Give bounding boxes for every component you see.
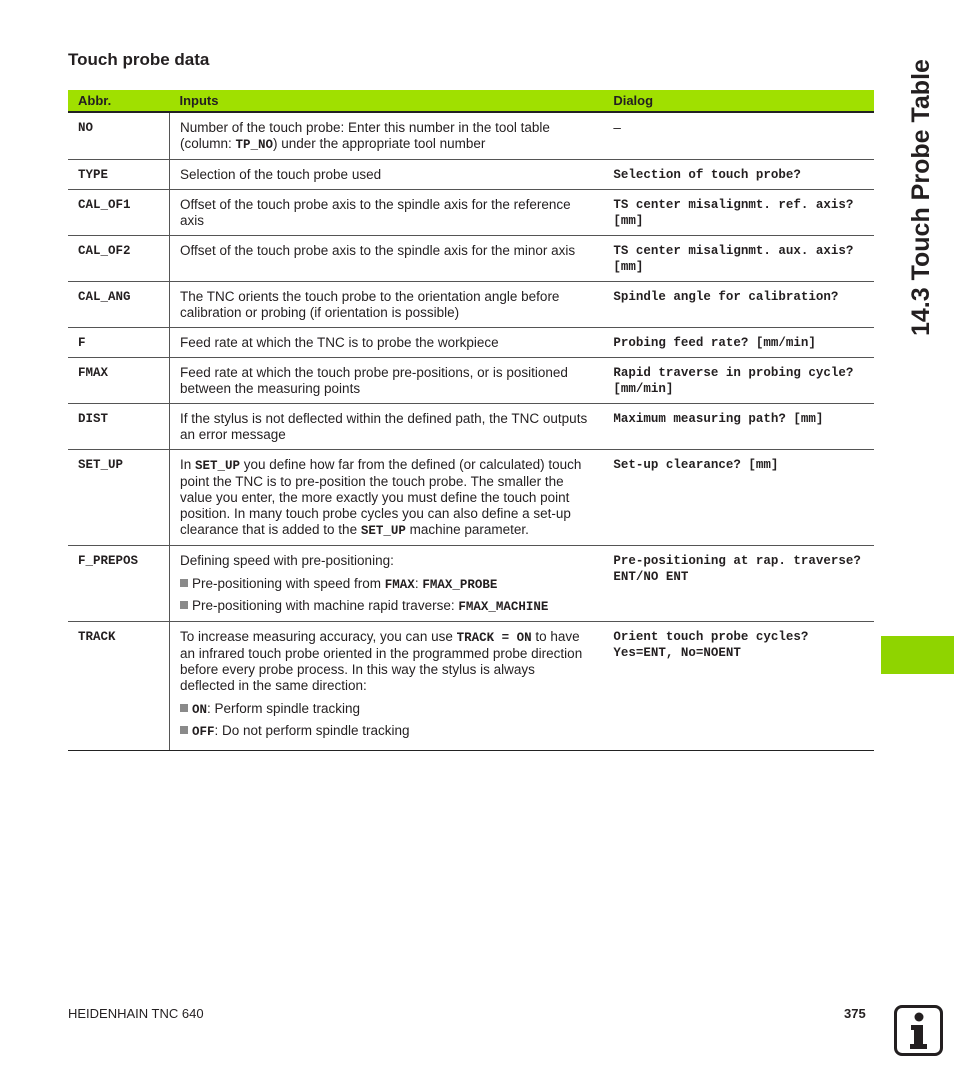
table-row — [68, 450, 874, 546]
table-row — [68, 328, 874, 358]
input-code: SET_UP — [194, 459, 240, 473]
row-input: Feed rate at which the TNC is to probe the workpiece — [169, 328, 603, 358]
table-header-row — [68, 90, 874, 112]
row-abbr: DIST — [68, 404, 169, 450]
input-text: you define how far from the defined (or calculated) touch point the TNC is to pre-position the touch probe. The smaller the value you enter, the more exactly you must define the touch point position. In many touch probe cycles you can also define a set-up clearance that is added to the — [179, 457, 582, 537]
square-bullet-icon — [180, 704, 188, 712]
square-bullet-icon — [180, 726, 188, 734]
row-dialog: TS center misalignmt. aux. axis? [mm] — [603, 236, 874, 282]
square-bullet-icon — [180, 579, 188, 587]
list-item — [180, 701, 593, 718]
row-abbr: CAL_OF1 — [68, 190, 169, 236]
input-text: ) under the appropriate tool number — [273, 136, 486, 151]
header-inputs: Inputs — [169, 90, 603, 112]
bullet-text: Pre-positioning with speed from — [191, 576, 385, 591]
touch-probe-table — [68, 90, 874, 751]
row-dialog: Orient touch probe cycles? Yes=ENT, No=NOENT — [603, 622, 874, 751]
input-text: Defining speed with pre-positioning: — [179, 553, 394, 568]
bullet-text: Pre-positioning with machine rapid traverse: — [191, 598, 459, 613]
row-input — [169, 546, 603, 622]
row-input: The TNC orients the touch probe to the orientation angle before calibration or probing (if orientation is possible) — [169, 282, 603, 328]
row-input — [169, 450, 603, 546]
table-row — [68, 282, 874, 328]
row-dialog: Rapid traverse in probing cycle? [mm/min] — [603, 358, 874, 404]
bullet-code: FMAX_PROBE — [422, 578, 498, 592]
header-dialog: Dialog — [603, 90, 874, 112]
input-code: TP_NO — [235, 138, 273, 152]
row-input — [169, 112, 603, 160]
input-code: SET_UP — [360, 524, 406, 538]
row-abbr: CAL_OF2 — [68, 236, 169, 282]
input-text: machine parameter. — [405, 522, 529, 537]
row-input: If the stylus is not deflected within the defined path, the TNC outputs an error message — [169, 404, 603, 450]
table-row — [68, 546, 874, 622]
bullet-sep: : — [414, 576, 423, 591]
table-row — [68, 404, 874, 450]
row-abbr: TRACK — [68, 622, 169, 751]
bullet-code: ON — [191, 703, 207, 717]
bullet-text: : Do not perform spindle tracking — [214, 723, 410, 738]
bullet-code: OFF — [191, 725, 215, 739]
input-text: Number of the touch probe: Enter this number in the tool table (column: — [179, 120, 550, 151]
input-code: TRACK = ON — [456, 631, 532, 645]
header-abbr: Abbr. — [68, 90, 169, 112]
row-dialog: Spindle angle for calibration? — [603, 282, 874, 328]
chapter-tab-marker — [881, 636, 954, 674]
table-row — [68, 358, 874, 404]
table-row — [68, 236, 874, 282]
list-item — [180, 723, 593, 740]
input-text: To increase measuring accuracy, you can use — [179, 629, 457, 644]
row-abbr: FMAX — [68, 358, 169, 404]
row-dialog: – — [603, 112, 874, 160]
row-dialog: Pre-positioning at rap. traverse? ENT/NO ENT — [603, 546, 874, 622]
row-dialog: Probing feed rate? [mm/min] — [603, 328, 874, 358]
input-text — [180, 629, 593, 694]
table-row — [68, 112, 874, 160]
page-number: 375 — [844, 1006, 866, 1021]
bullet-text: : Perform spindle tracking — [206, 701, 361, 716]
chapter-side-title — [897, 59, 945, 336]
info-icon — [894, 1005, 943, 1056]
row-input: Feed rate at which the touch probe pre-positions, or is positioned between the measuring points — [169, 358, 603, 404]
row-dialog: Maximum measuring path? [mm] — [603, 404, 874, 450]
row-input: Offset of the touch probe axis to the spindle axis for the reference axis — [169, 190, 603, 236]
row-input — [169, 622, 603, 751]
input-text: to have an infrared touch probe oriented in the programmed probe direction before every probe process. In this way the stylus is always deflected in the same direction: — [179, 629, 583, 693]
chapter-side-title-text: 14.3 Touch Probe Table — [907, 59, 935, 336]
table-row — [68, 160, 874, 190]
section-title: Touch probe data — [68, 50, 210, 69]
square-bullet-icon — [180, 601, 188, 609]
row-abbr: TYPE — [68, 160, 169, 190]
row-abbr: NO — [68, 112, 169, 160]
table-row — [68, 622, 874, 751]
list-item — [180, 576, 593, 593]
row-abbr: SET_UP — [68, 450, 169, 546]
list-item — [180, 598, 593, 615]
row-dialog: Selection of touch probe? — [603, 160, 874, 190]
row-dialog: Set-up clearance? [mm] — [603, 450, 874, 546]
table-row — [68, 190, 874, 236]
row-input: Offset of the touch probe axis to the spindle axis for the minor axis — [169, 236, 603, 282]
row-abbr: F_PREPOS — [68, 546, 169, 622]
row-abbr: CAL_ANG — [68, 282, 169, 328]
row-input: Selection of the touch probe used — [169, 160, 603, 190]
bullet-code: FMAX — [384, 578, 415, 592]
input-text: In — [179, 457, 195, 472]
footer-product: HEIDENHAIN TNC 640 — [68, 1006, 204, 1021]
row-dialog: TS center misalignmt. ref. axis? [mm] — [603, 190, 874, 236]
row-abbr: F — [68, 328, 169, 358]
bullet-code: FMAX_MACHINE — [458, 600, 549, 614]
